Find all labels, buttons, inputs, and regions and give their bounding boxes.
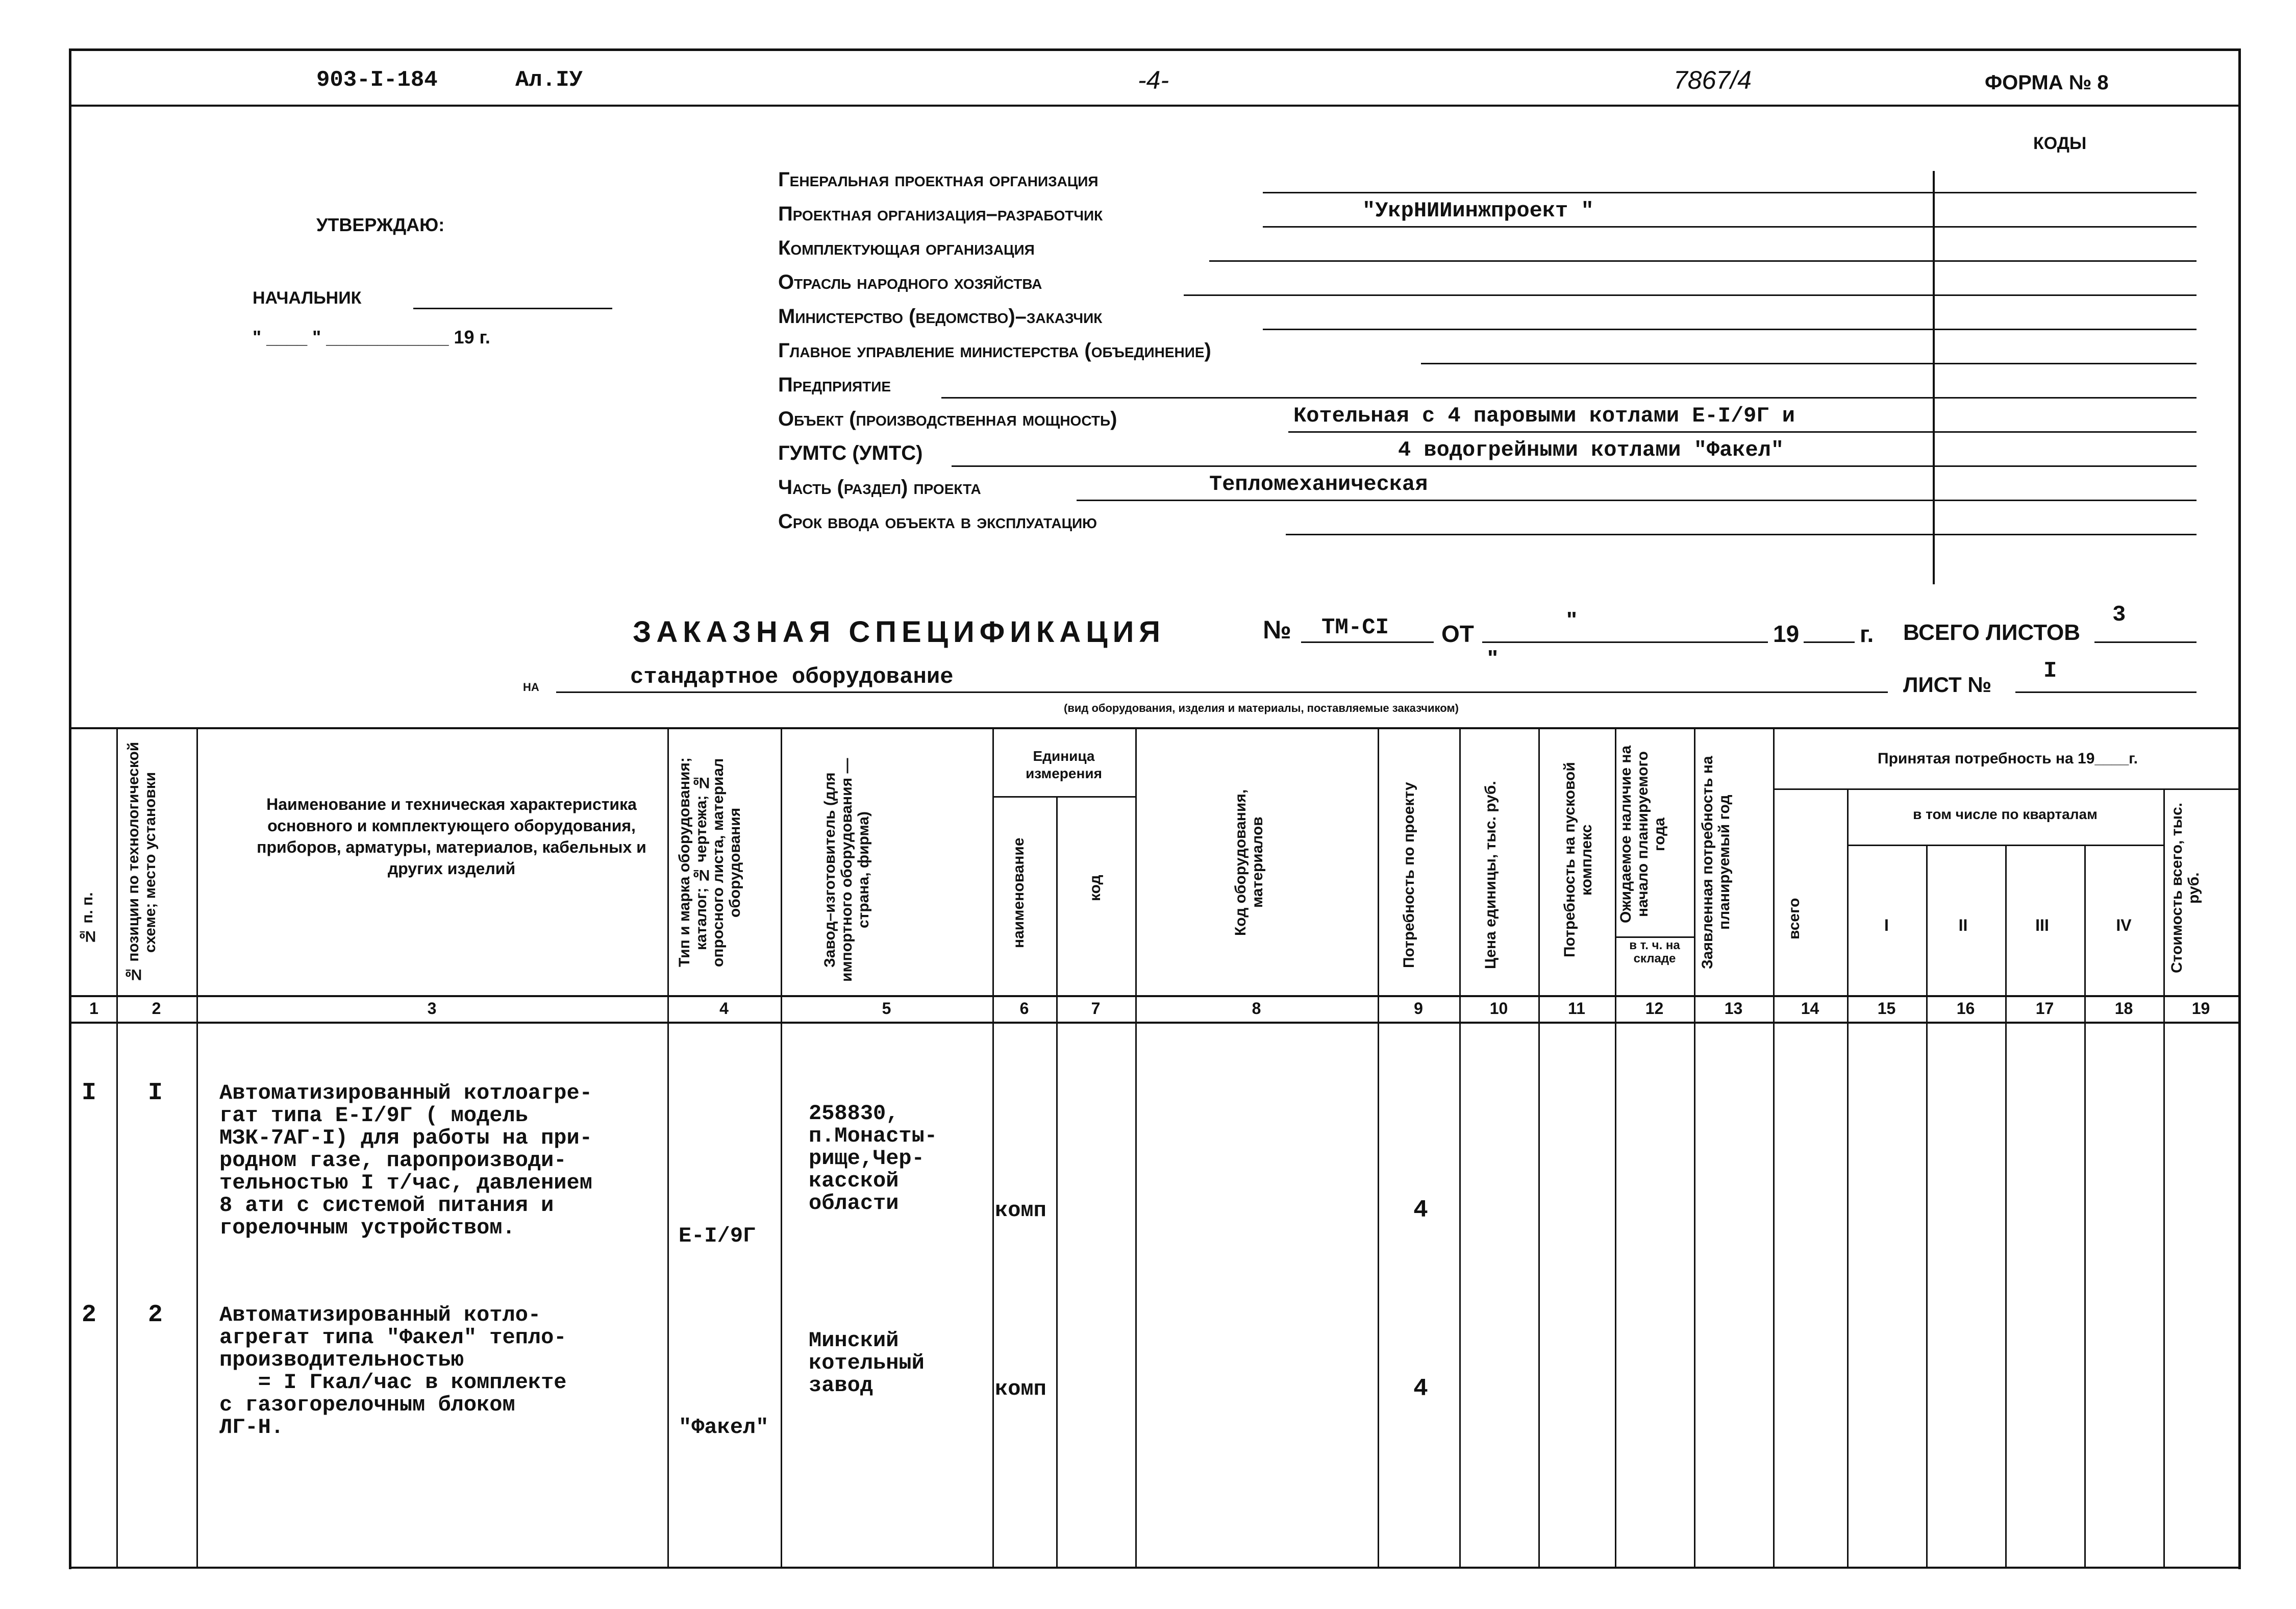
row-number: I (82, 1079, 96, 1107)
spec-quote-2: " (1487, 646, 1498, 671)
table-column-line (1694, 727, 1695, 1567)
table-column-line (1538, 727, 1540, 1567)
spec-total-label: ВСЕГО ЛИСТОВ (1903, 620, 2080, 645)
spec-year-line (1804, 641, 1855, 643)
spec-date-line (1482, 641, 1768, 643)
table-column-line (1615, 727, 1616, 1567)
album-code: Ал.IУ (515, 67, 583, 93)
header-col6: наименование (1010, 837, 1027, 949)
sheet-reference: 7867/4 (1674, 66, 1752, 94)
chief-signature-line (413, 308, 612, 309)
column-number: 5 (882, 999, 891, 1018)
table-column-line (1056, 796, 1058, 1567)
bottom-border (69, 1567, 2240, 1569)
page-number: -4- (1138, 66, 1169, 94)
spec-title: ЗАКАЗНАЯ СПЕЦИФИКАЦИЯ (633, 615, 1165, 649)
org-field-label: Отрасль народного хозяйства (778, 271, 1042, 293)
column-number: 18 (2114, 999, 2133, 1018)
header-col18: IV (2116, 916, 2132, 934)
top-border (69, 48, 2240, 51)
unit-group-line (992, 796, 1135, 798)
row-position: 2 (148, 1301, 163, 1329)
spec-caption: (вид оборудования, изделия и материалы, поставляемые заказчиком) (1064, 702, 1459, 714)
org-field-line (1209, 260, 2197, 262)
org-field-label: Срок ввода объекта в эксплуатацию (778, 510, 1097, 533)
column-number: 17 (2035, 999, 2054, 1018)
row-unit: комп (995, 1377, 1046, 1401)
spec-on-line (556, 691, 1888, 693)
column-number: 9 (1414, 999, 1423, 1018)
header-divider (69, 105, 2240, 107)
table-column-line (2005, 845, 2007, 1567)
chief-label: НАЧАЛЬНИК (253, 288, 362, 308)
column-number: 7 (1091, 999, 1101, 1018)
codes-divider (1933, 171, 1935, 584)
header-col1: № п. п. (79, 892, 96, 945)
doc-code: 903-I-184 (316, 67, 438, 93)
row-type: Е-I/9Г (679, 1224, 756, 1248)
spec-g: г. (1860, 621, 1874, 647)
header-col14: всего (1786, 898, 1803, 939)
org-field-label: Генеральная проектная организация (778, 168, 1099, 191)
org-field-line (1286, 534, 2197, 535)
column-number: 12 (1645, 999, 1664, 1018)
header-col5: Завод–изготовитель (для импортного оборудования —страна, фирма) (821, 758, 872, 982)
codes-label: КОДЫ (2033, 134, 2087, 153)
header-col13: Заявленная потребность на планируемый год (1699, 756, 1733, 969)
column-number: 3 (427, 999, 437, 1018)
spec-from-label: ОТ (1441, 621, 1474, 647)
row-position: I (148, 1079, 163, 1107)
org-field-label: Министерство (ведомство)–заказчик (778, 305, 1103, 328)
org-field-label: Проектная организация–разработчик (778, 203, 1103, 225)
header-quarters: в том числе по кварталам (1913, 806, 2098, 822)
header-col12-sub: в т. ч. на складе (1629, 938, 1680, 966)
spec-sheet-line (2015, 691, 2197, 693)
table-colnum-bottom (69, 1022, 2240, 1024)
column-number: 4 (719, 999, 729, 1018)
column-number: 8 (1252, 999, 1261, 1018)
spec-no-line (1301, 641, 1434, 643)
org-field-label: Часть (раздел) проекта (778, 476, 981, 499)
header-col8: Код оборудования, материалов (1232, 789, 1266, 936)
header-col4: Тип и марка оборудования; каталог; № чертежа; № опросного листа, материал оборудования (676, 757, 743, 968)
left-border (69, 48, 71, 1569)
table-column-line (1847, 788, 1849, 1567)
header-col7: код (1087, 875, 1104, 901)
spec-on-value: стандартное оборудование (630, 664, 954, 690)
header-unit-group: Единица измерения (1026, 748, 1102, 781)
org-field-line (941, 397, 2197, 399)
table-column-line (1378, 727, 1379, 1567)
table-column-line (781, 727, 782, 1567)
spec-no-label: № (1263, 615, 1291, 644)
column-number: 13 (1724, 999, 1743, 1018)
spec-total-value: 3 (2112, 602, 2126, 628)
row-name: Автоматизированный котлоагре- гат типа Е-I/9Г ( модель МЗК-7АГ-I) для работы на при- родном газе, паропроизводи- тельностью I т/час, давлением 8 ати с системой питания и горелочным устройством. (219, 1081, 592, 1240)
spec-total-line (2094, 641, 2197, 643)
header-col19: Стоимость всего, тыс. руб. (2168, 802, 2202, 974)
spec-quote-1: " (1566, 607, 1577, 632)
table-column-line (2163, 788, 2165, 1567)
column-number: 14 (1801, 999, 1819, 1018)
column-number: 2 (152, 999, 161, 1018)
table-column-line (992, 727, 994, 1567)
row-type: "Факел" (679, 1415, 769, 1440)
header-col11: Потребность на пусковой комплекс (1561, 762, 1595, 958)
row-unit: комп (995, 1198, 1046, 1223)
org-field-value: Тепломеханическая (1209, 472, 1428, 497)
header-col17: III (2035, 916, 2049, 934)
column-number: 6 (1019, 999, 1029, 1018)
org-field-value: "УкрНИИинжпроект " (1362, 199, 1594, 223)
org-field-line (1421, 363, 2197, 364)
org-field-line (952, 465, 2197, 467)
table-column-line (196, 727, 198, 1567)
row-number: 2 (82, 1301, 96, 1329)
org-field-line (1263, 329, 2197, 330)
table-column-line (1926, 845, 1928, 1567)
header-col16: II (1958, 916, 1968, 934)
form-number: ФОРМА № 8 (1985, 71, 2109, 94)
header-col10: Цена единицы, тыс. руб. (1482, 781, 1499, 970)
spec-on-label: на (523, 676, 539, 695)
approve-label: УТВЕРЖДАЮ: (316, 214, 445, 235)
table-column-line (1459, 727, 1461, 1567)
right-border (2238, 48, 2241, 1569)
column-number: 16 (1956, 999, 1975, 1018)
org-field-label: Предприятие (778, 374, 891, 396)
header-col12: Ожидаемое наличие на начало планируемого года (1617, 745, 1668, 924)
table-column-line (1135, 727, 1137, 1567)
org-field-label: Комплектующая организация (778, 237, 1035, 259)
table-top-line (69, 727, 2240, 729)
h12-sub-line (1615, 936, 1694, 938)
spec-sheet-value: I (2043, 658, 2057, 684)
org-field-line (1263, 226, 2197, 228)
column-number: 15 (1877, 999, 1896, 1018)
column-number: 11 (1568, 999, 1585, 1018)
spec-sheet-label: ЛИСТ № (1903, 673, 1992, 697)
header-col2: № позиции по технологической схеме; место установки (125, 741, 159, 983)
row-maker: 258830, п.Монасты- рище,Чер- касской области (809, 1101, 938, 1216)
table-column-line (2084, 845, 2086, 1567)
org-field-line (1288, 431, 2197, 433)
row-quantity: 4 (1413, 1197, 1428, 1224)
spec-no-value: ТМ-СI (1321, 615, 1389, 640)
table-column-line (116, 727, 118, 1567)
column-number: 10 (1489, 999, 1508, 1018)
header-accepted: Принятая потребность на 19____г. (1878, 750, 2138, 767)
org-field-value: 4 водогрейными котлами "Факел" (1398, 438, 1784, 462)
org-field-line (1077, 500, 2197, 501)
table-colnum-top (69, 995, 2240, 997)
org-field-line (1184, 294, 2197, 296)
header-col3: Наименование и техническая характеристика основного и комплектующего оборудования, приборов, арматуры, материалов, кабельных и других изделий (257, 795, 646, 878)
org-field-label: Объект (производственная мощность) (778, 408, 1117, 430)
spec-year: 19 (1773, 621, 1800, 647)
org-field-line (1263, 192, 2197, 193)
org-field-value: Котельная с 4 паровыми котлами Е-I/9Г и (1293, 404, 1795, 428)
column-number: 1 (89, 999, 98, 1018)
row-maker: Минский котельный завод (809, 1328, 925, 1398)
table-column-line (1773, 727, 1775, 1567)
header-col15: I (1884, 916, 1889, 934)
column-number: 19 (2191, 999, 2210, 1018)
row-quantity: 4 (1413, 1375, 1428, 1403)
table-column-line (667, 727, 669, 1567)
org-field-label: ГУМТС (УМТС) (778, 442, 923, 464)
row-name: Автоматизированный котло- агрегат типа "Факел" тепло- производительностью = I Гкал/час в комплекте с газогорелочным блоком ЛГ-Н. (219, 1303, 567, 1440)
approval-date: " ____ " ____________ 19 г. (253, 327, 490, 348)
org-field-label: Главное управление министерства (объединение) (778, 339, 1211, 362)
header-col9: Потребность по проекту (1401, 782, 1417, 969)
